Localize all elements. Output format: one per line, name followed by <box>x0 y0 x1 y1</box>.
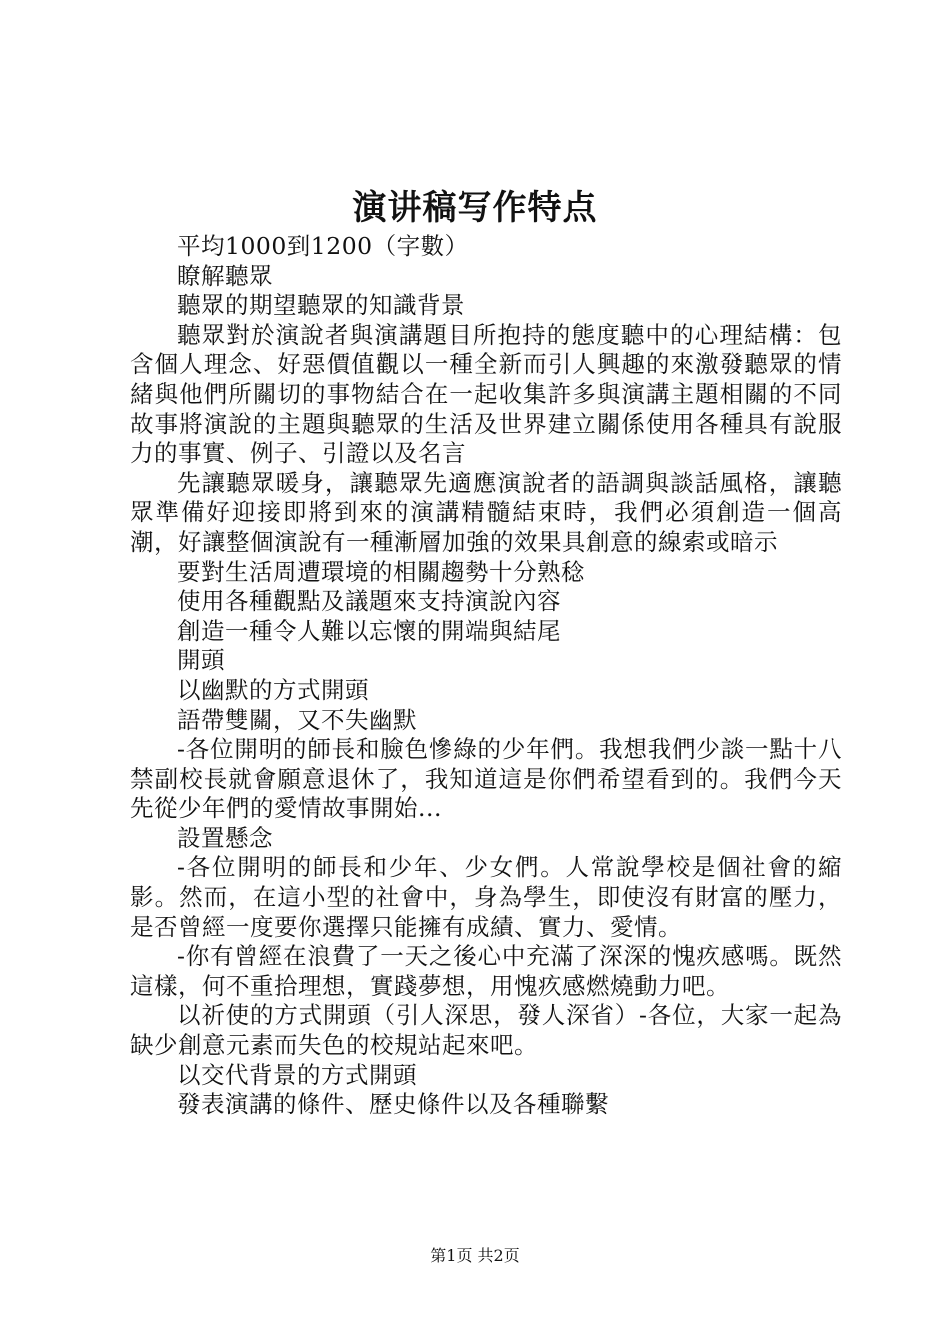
paragraph: 設置懸念 <box>177 823 273 852</box>
paragraph: 語帶雙關，又不失幽默 <box>177 705 417 734</box>
paragraph: 以交代背景的方式開頭 <box>177 1060 417 1089</box>
paragraph: 聽眾的期望聽眾的知識背景 <box>177 291 465 320</box>
paragraph: 以祈使的方式開頭（引人深思，發人深省）-各位，大家一起為缺少創意元素而失色的校規站起來吧。 <box>130 1001 842 1060</box>
document-body <box>130 232 842 1120</box>
paragraph: 發表演講的條件、歷史條件以及各種聯繫 <box>177 1090 609 1119</box>
paragraph: 瞭解聽眾 <box>177 261 273 290</box>
paragraph: 開頭 <box>177 646 225 675</box>
paragraph: 要對生活周遭環境的相關趨勢十分熟稔 <box>177 557 585 586</box>
paragraph: 以幽默的方式開頭 <box>177 675 369 704</box>
paragraph: -各位開明的師長和臉色慘綠的少年們。我想我們少談一點十八禁副校長就會願意退休了，我知道這是你們希望看到的。我們今天先從少年們的愛情故事開始... <box>130 735 842 823</box>
paragraph: 創造一種令人難以忘懷的開端與結尾 <box>177 616 561 645</box>
paragraph: 平均1000到1200（字數） <box>177 232 469 260</box>
paragraph: 使用各種觀點及議題來支持演說內容 <box>177 587 561 616</box>
paragraph: -各位開明的師長和少年、少女們。人常說學校是個社會的縮影。然而，在這小型的社會中，身為學生，即使沒有財富的壓力，是否曾經一度要你選擇只能擁有成績、實力、愛情。 <box>130 853 842 941</box>
paragraph: 聽眾對於演說者與演講題目所抱持的態度聽中的心理結構：包含個人理念、好惡價值觀以一種全新而引人興趣的來激發聽眾的情緒與他們所關切的事物結合在一起收集許多與演講主題相關的不同故事將演說的主題與聽眾的生活及世界建立關係使用各種具有說服力的事實、例子、引證以及名言 <box>130 320 842 468</box>
paragraph: 先讓聽眾暖身，讓聽眾先適應演說者的語調與談話風格，讓聽眾準備好迎接即將到來的演講精髓結束時，我們必須創造一個高潮，好讓整個演說有一種漸層加強的效果具創意的線索或暗示 <box>130 468 842 556</box>
document-title: 演讲稿写作特点 <box>352 188 598 228</box>
page-footer: 第1页 共2页 <box>430 1246 520 1265</box>
paragraph: -你有曾經在浪費了一天之後心中充滿了深深的愧疚感嗎。既然這樣，何不重拾理想，實踐夢想，用愧疚感燃燒動力吧。 <box>130 942 842 1000</box>
